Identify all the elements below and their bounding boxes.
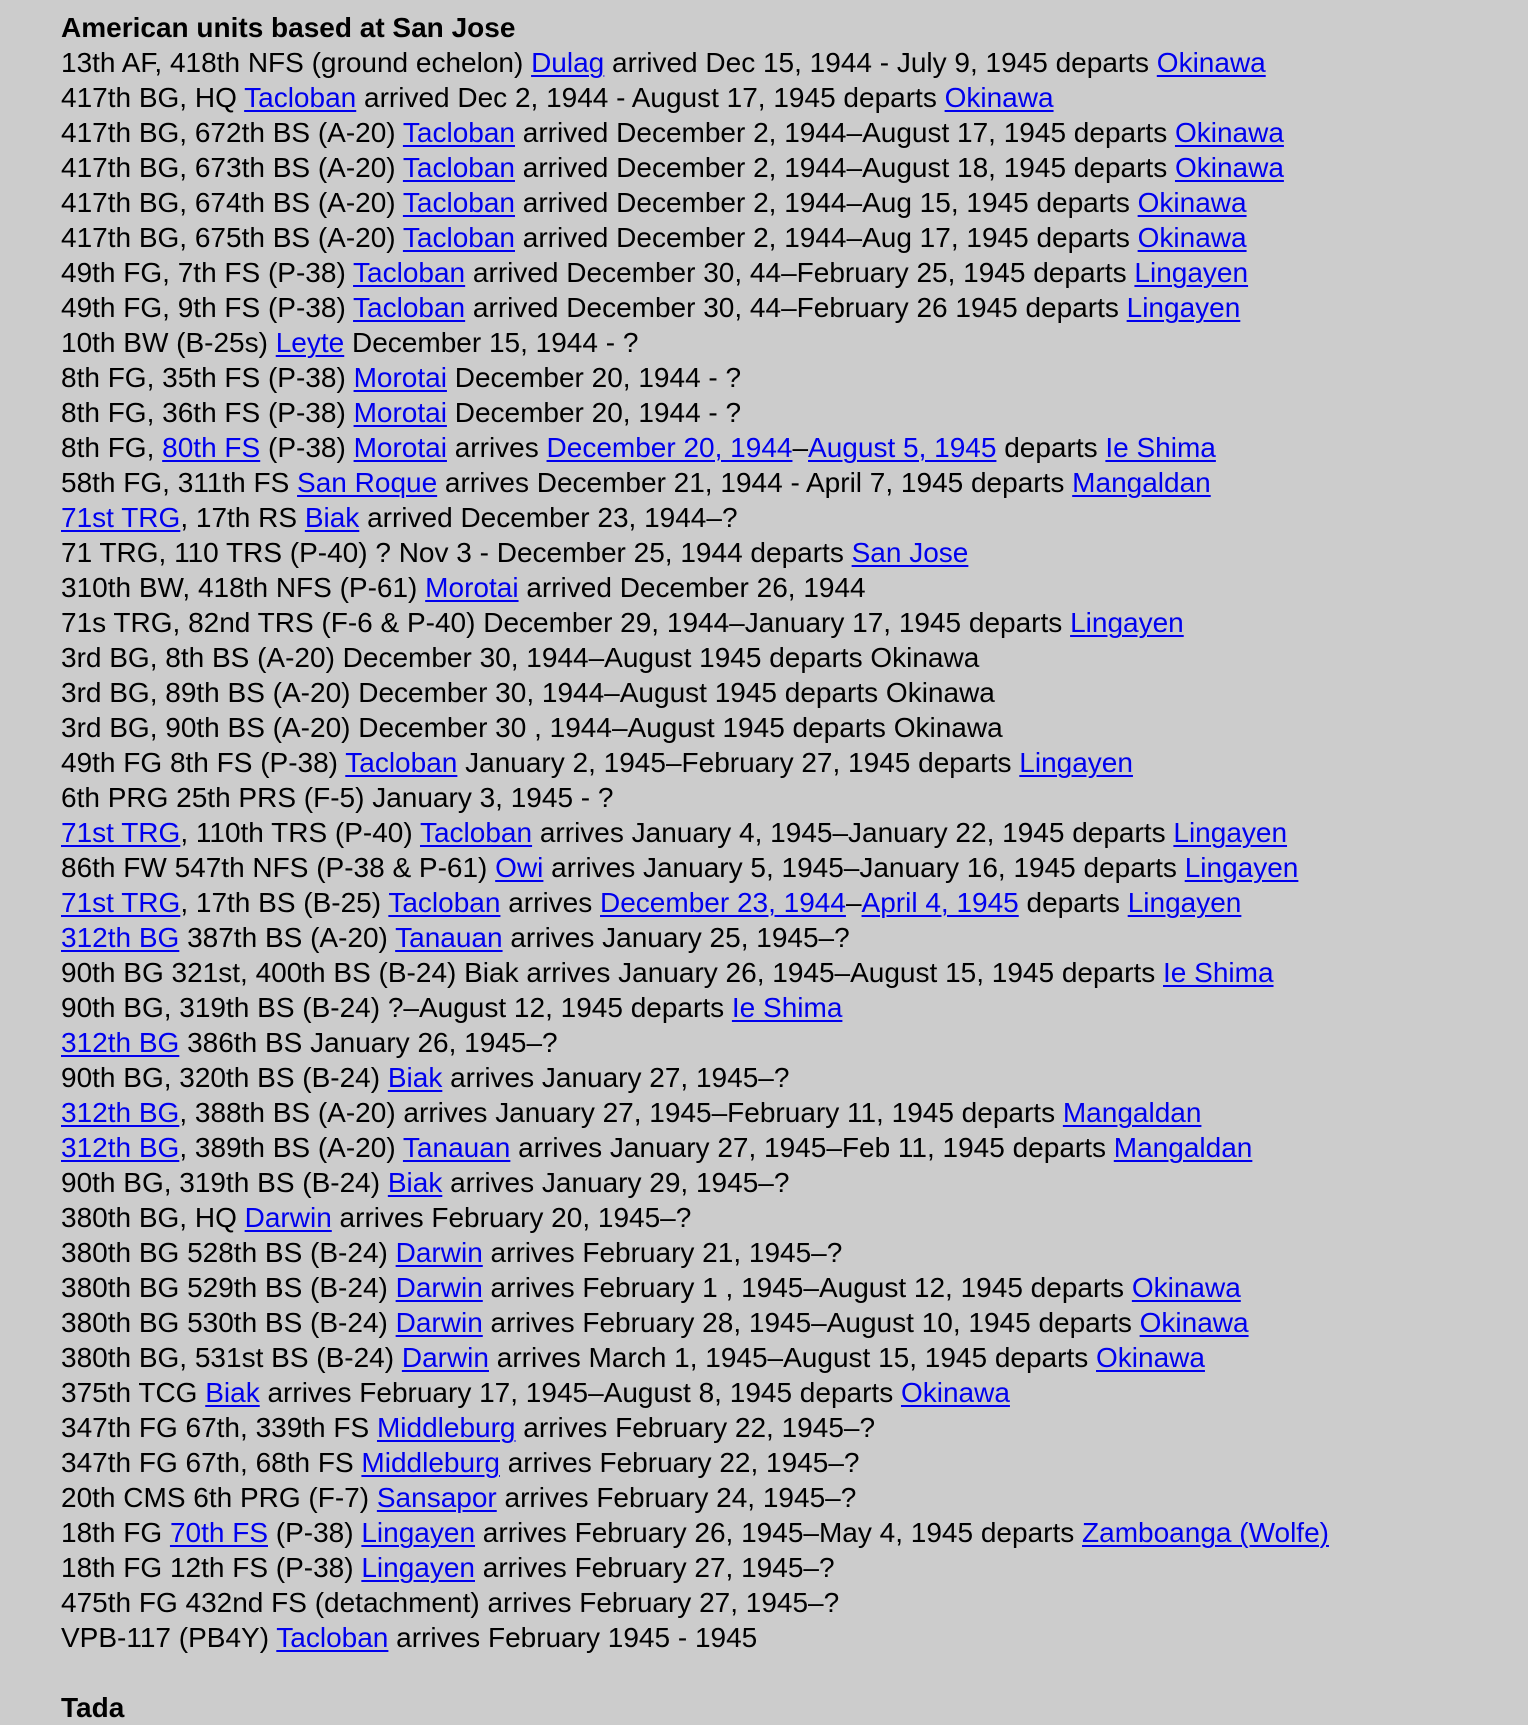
- unit-entry: [61, 360, 1528, 395]
- unit-entry: [61, 500, 1528, 535]
- place-link[interactable]: Tacloban: [402, 117, 515, 148]
- place-link[interactable]: Okinawa: [900, 1377, 1010, 1408]
- unit-entry: [61, 710, 1528, 745]
- unit-entry: [61, 115, 1528, 150]
- unit-text: arrives January 29, 1945–?: [442, 1167, 790, 1198]
- unit-entry: [61, 745, 1528, 780]
- place-link[interactable]: Lingayen: [1126, 292, 1241, 323]
- unit-text: 49th FG, 9th FS (P-38): [61, 292, 354, 323]
- unit-text: 13th AF, 418th NFS (ground echelon): [61, 47, 532, 78]
- unit-text: departs: [1018, 887, 1128, 918]
- unit-entry: [61, 1025, 1528, 1060]
- place-link[interactable]: Okinawa: [1137, 222, 1247, 253]
- unit-entry: [61, 1235, 1528, 1270]
- unit-text: January 2, 1945–February 27, 1945 departs: [457, 747, 1020, 778]
- place-link[interactable]: Darwin: [395, 1237, 483, 1268]
- unit-entry: [61, 325, 1528, 360]
- place-link[interactable]: Biak: [387, 1167, 443, 1198]
- place-link[interactable]: San Jose: [851, 537, 969, 568]
- unit-text: 90th BG, 319th BS (B-24) ?–August 12, 1945 departs: [61, 992, 732, 1023]
- unit-entry: [61, 1200, 1528, 1235]
- unit-text: arrives February 21, 1945–?: [482, 1237, 843, 1268]
- unit-entry: [61, 1270, 1528, 1305]
- place-link[interactable]: Lingayen: [1127, 887, 1242, 918]
- unit-text: 417th BG, HQ: [61, 82, 245, 113]
- unit-text: arrives January 4, 1945–January 22, 1945 departs: [532, 817, 1174, 848]
- unit-text: 417th BG, 673th BS (A-20): [61, 152, 403, 183]
- unit-entry: [61, 395, 1528, 430]
- unit-text: 417th BG, 674th BS (A-20): [61, 187, 403, 218]
- place-link[interactable]: Darwin: [395, 1272, 483, 1303]
- unit-text: arrived December 30, 44–February 26 1945 departs: [465, 292, 1127, 323]
- unit-entry: [61, 185, 1528, 220]
- unit-text: 380th BG, 531st BS (B-24): [61, 1342, 402, 1373]
- unit-entry: [61, 1340, 1528, 1375]
- place-link[interactable]: 80th FS: [162, 432, 261, 463]
- unit-text: arrives February 26, 1945–May 4, 1945 departs: [475, 1517, 1083, 1548]
- place-link[interactable]: Tacloban: [353, 292, 466, 323]
- unit-entry: [61, 430, 1528, 465]
- place-link[interactable]: Tacloban: [244, 82, 357, 113]
- unit-entry: [61, 955, 1528, 990]
- unit-text: 3rd BG, 8th BS (A-20) December 30, 1944–August 1945 departs Okinawa: [61, 642, 980, 673]
- unit-text: 8th FG,: [61, 432, 163, 463]
- place-link[interactable]: Okinawa: [1137, 187, 1247, 218]
- place-link[interactable]: 312th BG: [61, 922, 180, 953]
- unit-text: , 110th TRS (P-40): [180, 817, 420, 848]
- place-link[interactable]: 71st TRG: [61, 817, 181, 848]
- place-link[interactable]: Biak: [304, 502, 360, 533]
- place-link[interactable]: 312th BG: [61, 1097, 180, 1128]
- unit-text: 18th FG 12th FS (P-38): [61, 1552, 362, 1583]
- unit-text: 3rd BG, 89th BS (A-20) December 30, 1944–August 1945 departs Okinawa: [61, 677, 995, 708]
- unit-text: arrives February 27, 1945–?: [475, 1552, 835, 1583]
- place-link[interactable]: Okinawa: [1156, 47, 1266, 78]
- next-section-heading: Tada: [61, 1692, 125, 1723]
- place-link[interactable]: Okinawa: [1096, 1342, 1205, 1373]
- place-link[interactable]: Tanauan: [402, 1132, 511, 1163]
- unit-text: 380th BG 530th BS (B-24): [61, 1307, 396, 1338]
- place-link[interactable]: Morotai: [353, 432, 447, 463]
- place-link[interactable]: 312th BG: [61, 1027, 180, 1058]
- place-link[interactable]: Lingayen: [1019, 747, 1133, 778]
- unit-text: 375th TCG: [61, 1377, 206, 1408]
- unit-entry: [61, 1095, 1528, 1130]
- unit-text: 417th BG, 672th BS (A-20): [61, 117, 403, 148]
- unit-text: (P-38): [260, 432, 354, 463]
- unit-text: VPB-117 (PB4Y): [61, 1622, 277, 1653]
- unit-text: arrives February 22, 1945–?: [515, 1412, 876, 1443]
- unit-text: 86th FW 547th NFS (P-38 & P-61): [61, 852, 496, 883]
- unit-text: arrives February 17, 1945–August 8, 1945 departs: [259, 1377, 901, 1408]
- unit-text: 8th FG, 36th FS (P-38): [61, 397, 354, 428]
- unit-entry: [61, 1305, 1528, 1340]
- unit-text: 8th FG, 35th FS (P-38): [61, 362, 354, 393]
- unit-entry: [61, 1165, 1528, 1200]
- unit-text: arrived December 26, 1944: [518, 572, 866, 603]
- place-link[interactable]: 71st TRG: [61, 502, 181, 533]
- unit-entry: [61, 1585, 1528, 1620]
- unit-text: 387th BS (A-20): [179, 922, 396, 953]
- unit-text: 6th PRG 25th PRS (F-5) January 3, 1945 - ?: [61, 782, 614, 813]
- section-heading: American units based at San Jose: [61, 12, 516, 43]
- unit-text: 71s TRG, 82nd TRS (F-6 & P-40) December 29, 1944–January 17, 1945 departs: [61, 607, 1071, 638]
- unit-text: arrives February 28, 1945–August 10, 1945 departs: [482, 1307, 1140, 1338]
- unit-text: 90th BG 321st, 400th BS (B-24) Biak arrives January 26, 1945–August 15, 1945 departs: [61, 957, 1164, 988]
- place-link[interactable]: Ie Shima: [1163, 957, 1274, 988]
- unit-text: 380th BG 529th BS (B-24): [61, 1272, 396, 1303]
- unit-entry: [61, 1375, 1528, 1410]
- unit-text: 49th FG 8th FS (P-38): [61, 747, 346, 778]
- unit-entry: [61, 640, 1528, 675]
- place-link[interactable]: Tacloban: [388, 887, 501, 918]
- unit-text: , 389th BS (A-20): [179, 1132, 403, 1163]
- unit-text: arrives January 25, 1945–?: [502, 922, 850, 953]
- place-link[interactable]: Dulag: [531, 47, 605, 78]
- unit-text: 380th BG, HQ: [61, 1202, 245, 1233]
- place-link[interactable]: Ie Shima: [731, 992, 843, 1023]
- unit-text: , 17th BS (B-25): [180, 887, 389, 918]
- unit-entry: [61, 1445, 1528, 1480]
- place-link[interactable]: Biak: [205, 1377, 260, 1408]
- place-link[interactable]: Tacloban: [276, 1622, 389, 1653]
- unit-text: 347th FG 67th, 339th FS: [61, 1412, 377, 1443]
- place-link[interactable]: 70th FS: [169, 1517, 268, 1548]
- unit-entry: [61, 290, 1528, 325]
- unit-text: arrived December 30, 44–February 25, 1945 departs: [465, 257, 1135, 288]
- unit-text: December 15, 1944 - ?: [344, 327, 639, 358]
- unit-text: arrives December 21, 1944 - April 7, 1945 departs: [437, 467, 1073, 498]
- place-link[interactable]: Mangaldan: [1062, 1097, 1202, 1128]
- unit-text: 475th FG 432nd FS (detachment) arrives February 27, 1945–?: [61, 1587, 840, 1618]
- unit-text: 90th BG, 319th BS (B-24): [61, 1167, 388, 1198]
- unit-text: 20th CMS 6th PRG (F-7): [61, 1482, 377, 1513]
- unit-entry: [61, 675, 1528, 710]
- unit-text: arrived December 2, 1944–August 17, 1945 departs: [515, 117, 1175, 148]
- place-link[interactable]: Darwin: [244, 1202, 332, 1233]
- unit-text: December 20, 1944 - ?: [446, 397, 742, 428]
- place-link[interactable]: Lingayen: [361, 1552, 475, 1583]
- place-link[interactable]: Middleburg: [361, 1447, 500, 1478]
- unit-entry: [61, 570, 1528, 605]
- place-link[interactable]: Tacloban: [402, 152, 515, 183]
- unit-entry: [61, 850, 1528, 885]
- unit-entry: [61, 255, 1528, 290]
- place-link[interactable]: 71st TRG: [61, 887, 181, 918]
- unit-text: 386th BS January 26, 1945–?: [179, 1027, 558, 1058]
- place-link[interactable]: Lingayen: [1184, 852, 1299, 883]
- unit-text: arrived Dec 15, 1944 - July 9, 1945 departs: [604, 47, 1157, 78]
- unit-text: 90th BG, 320th BS (B-24): [61, 1062, 388, 1093]
- place-link[interactable]: 312th BG: [61, 1132, 180, 1163]
- place-link[interactable]: April 4, 1945: [861, 887, 1019, 918]
- place-link[interactable]: Okinawa: [1174, 117, 1284, 148]
- unit-text: arrives January 27, 1945–?: [442, 1062, 790, 1093]
- unit-text: arrives March 1, 1945–August 15, 1945 departs: [488, 1342, 1097, 1373]
- unit-text: arrived December 23, 1944–?: [359, 502, 738, 533]
- unit-text: arrives February 1945 - 1945: [388, 1622, 758, 1653]
- unit-entry: [61, 80, 1528, 115]
- place-link[interactable]: Middleburg: [376, 1412, 516, 1443]
- unit-entry: [61, 885, 1528, 920]
- unit-text: 3rd BG, 90th BS (A-20) December 30 , 1944–August 1945 departs Okinawa: [61, 712, 1003, 743]
- unit-entry: [61, 220, 1528, 255]
- place-link[interactable]: Leyte: [275, 327, 345, 358]
- unit-text: 18th FG: [61, 1517, 170, 1548]
- unit-text: arrived December 2, 1944–August 18, 1945 departs: [515, 152, 1175, 183]
- unit-text: arrives February 22, 1945–?: [499, 1447, 860, 1478]
- place-link[interactable]: Morotai: [353, 362, 447, 393]
- unit-entry: [61, 45, 1528, 80]
- unit-text: arrives January 27, 1945–Feb 11, 1945 departs: [510, 1132, 1114, 1163]
- place-link[interactable]: Mangaldan: [1072, 467, 1211, 498]
- place-link[interactable]: San Roque: [297, 467, 438, 498]
- unit-text: departs: [996, 432, 1106, 463]
- place-link[interactable]: Lingayen: [1134, 257, 1249, 288]
- place-link[interactable]: Lingayen: [1070, 607, 1184, 638]
- place-link[interactable]: Tanauan: [395, 922, 503, 953]
- unit-text: arrives February 20, 1945–?: [331, 1202, 692, 1233]
- unit-text: 58th FG, 311th FS: [61, 467, 298, 498]
- place-link[interactable]: Zamboanga (Wolfe): [1082, 1517, 1329, 1548]
- unit-text: arrives January 5, 1945–January 16, 1945 departs: [543, 852, 1185, 883]
- unit-text: arrives February 24, 1945–?: [496, 1482, 857, 1513]
- place-link[interactable]: Tacloban: [345, 747, 458, 778]
- unit-text: December 20, 1944 - ?: [446, 362, 742, 393]
- unit-text: arrives February 1 , 1945–August 12, 1945 departs: [482, 1272, 1132, 1303]
- unit-entry: [61, 1550, 1528, 1585]
- unit-text: –: [845, 887, 862, 918]
- unit-text: arrived December 2, 1944–Aug 15, 1945 departs: [515, 187, 1138, 218]
- unit-entry: [61, 605, 1528, 640]
- unit-text: arrives: [446, 432, 547, 463]
- place-link[interactable]: Tacloban: [353, 257, 466, 288]
- place-link[interactable]: December 20, 1944: [546, 432, 793, 463]
- place-link[interactable]: Darwin: [401, 1342, 489, 1373]
- unit-text: 417th BG, 675th BS (A-20): [61, 222, 403, 253]
- unit-text: , 388th BS (A-20) arrives January 27, 1945–February 11, 1945 departs: [179, 1097, 1063, 1128]
- place-link[interactable]: Tacloban: [419, 817, 533, 848]
- unit-text: –: [792, 432, 809, 463]
- place-link[interactable]: Lingayen: [1173, 817, 1288, 848]
- place-link[interactable]: Tacloban: [402, 222, 515, 253]
- place-link[interactable]: Morotai: [425, 572, 519, 603]
- place-link[interactable]: Okinawa: [1139, 1307, 1249, 1338]
- place-link[interactable]: Biak: [387, 1062, 443, 1093]
- place-link[interactable]: Tacloban: [402, 187, 515, 218]
- unit-text: 380th BG 528th BS (B-24): [61, 1237, 396, 1268]
- place-link[interactable]: Ie Shima: [1105, 432, 1216, 463]
- unit-entry: [61, 920, 1528, 955]
- place-link[interactable]: Okinawa: [1131, 1272, 1241, 1303]
- unit-entry: [61, 1410, 1528, 1445]
- unit-text: arrived Dec 2, 1944 - August 17, 1945 departs: [356, 82, 945, 113]
- units-list: [61, 45, 1528, 1655]
- unit-text: 310th BW, 418th NFS (P-61): [61, 572, 426, 603]
- unit-entry: [61, 1480, 1528, 1515]
- unit-text: , 17th RS: [180, 502, 305, 533]
- place-link[interactable]: August 5, 1945: [808, 432, 997, 463]
- place-link[interactable]: Owi: [495, 852, 544, 883]
- place-link[interactable]: Okinawa: [1174, 152, 1284, 183]
- unit-text: arrives: [500, 887, 601, 918]
- place-link[interactable]: Lingayen: [361, 1517, 476, 1548]
- unit-text: 10th BW (B-25s): [61, 327, 276, 358]
- place-link[interactable]: Sansapor: [376, 1482, 497, 1513]
- unit-entry: [61, 150, 1528, 185]
- unit-entry: [61, 1515, 1528, 1550]
- unit-entry: [61, 815, 1528, 850]
- unit-entry: [61, 535, 1528, 570]
- unit-entry: [61, 780, 1528, 815]
- place-link[interactable]: Okinawa: [944, 82, 1054, 113]
- place-link[interactable]: Darwin: [395, 1307, 483, 1338]
- place-link[interactable]: Mangaldan: [1113, 1132, 1253, 1163]
- unit-text: 71 TRG, 110 TRS (P-40) ? Nov 3 - December 25, 1944 departs: [61, 537, 852, 568]
- unit-entry: [61, 465, 1528, 500]
- unit-entry: [61, 1130, 1528, 1165]
- unit-entry: [61, 1620, 1528, 1655]
- unit-entry: [61, 1060, 1528, 1095]
- place-link[interactable]: Morotai: [353, 397, 447, 428]
- unit-text: (P-38): [268, 1517, 362, 1548]
- unit-text: 49th FG, 7th FS (P-38): [61, 257, 354, 288]
- unit-text: 347th FG 67th, 68th FS: [61, 1447, 362, 1478]
- place-link[interactable]: December 23, 1944: [600, 887, 846, 918]
- unit-entry: [61, 990, 1528, 1025]
- unit-text: arrived December 2, 1944–Aug 17, 1945 departs: [515, 222, 1138, 253]
